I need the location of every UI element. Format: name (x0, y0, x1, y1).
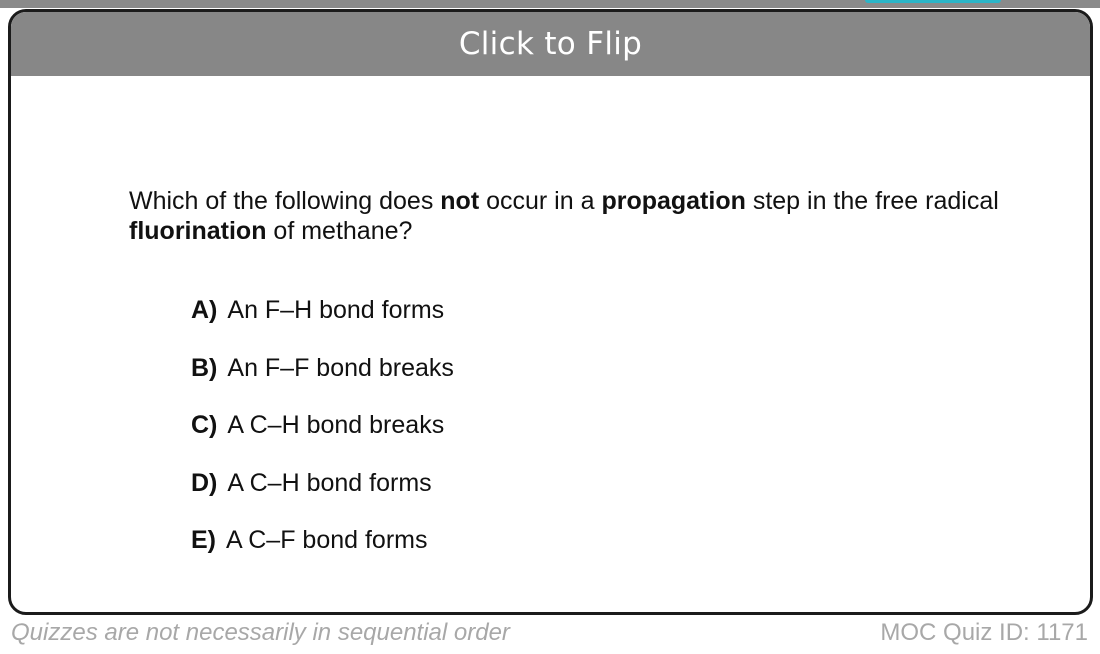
question-part: occur in a (479, 187, 602, 215)
question-part-bold: not (440, 187, 480, 215)
top-accent-tab[interactable] (865, 0, 1001, 3)
option-a[interactable] (191, 295, 454, 353)
footer-note: Quizzes are not necessarily in sequential order (11, 619, 510, 646)
option-text: A C–H bond forms (227, 468, 432, 497)
flip-button-label: Click to Flip (458, 26, 643, 62)
option-b[interactable] (191, 353, 454, 411)
option-text: An F–H bond forms (227, 296, 445, 324)
flip-button[interactable] (11, 12, 1090, 76)
option-letter: D) (191, 468, 218, 497)
option-e[interactable] (191, 525, 454, 583)
question-part: step in the free radical (745, 187, 999, 215)
answer-options (191, 295, 454, 583)
option-text: An F–F bond breaks (227, 353, 454, 382)
option-d[interactable] (191, 468, 454, 526)
option-letter: B) (191, 353, 218, 382)
option-text: A C–F bond forms (226, 526, 428, 554)
quiz-id: MOC Quiz ID: 1171 (880, 619, 1088, 646)
question-part-bold: propagation (601, 187, 746, 215)
question-part: Which of the following does (129, 187, 441, 215)
option-c[interactable] (191, 410, 454, 468)
option-letter: E) (191, 526, 216, 554)
option-letter: A) (191, 296, 218, 324)
flashcard[interactable] (8, 9, 1093, 615)
option-letter: C) (191, 411, 218, 439)
option-text: A C–H bond breaks (227, 411, 445, 439)
question-text (129, 186, 1029, 246)
question-part-bold: fluorination (129, 217, 267, 245)
question-part: of methane? (266, 217, 413, 245)
